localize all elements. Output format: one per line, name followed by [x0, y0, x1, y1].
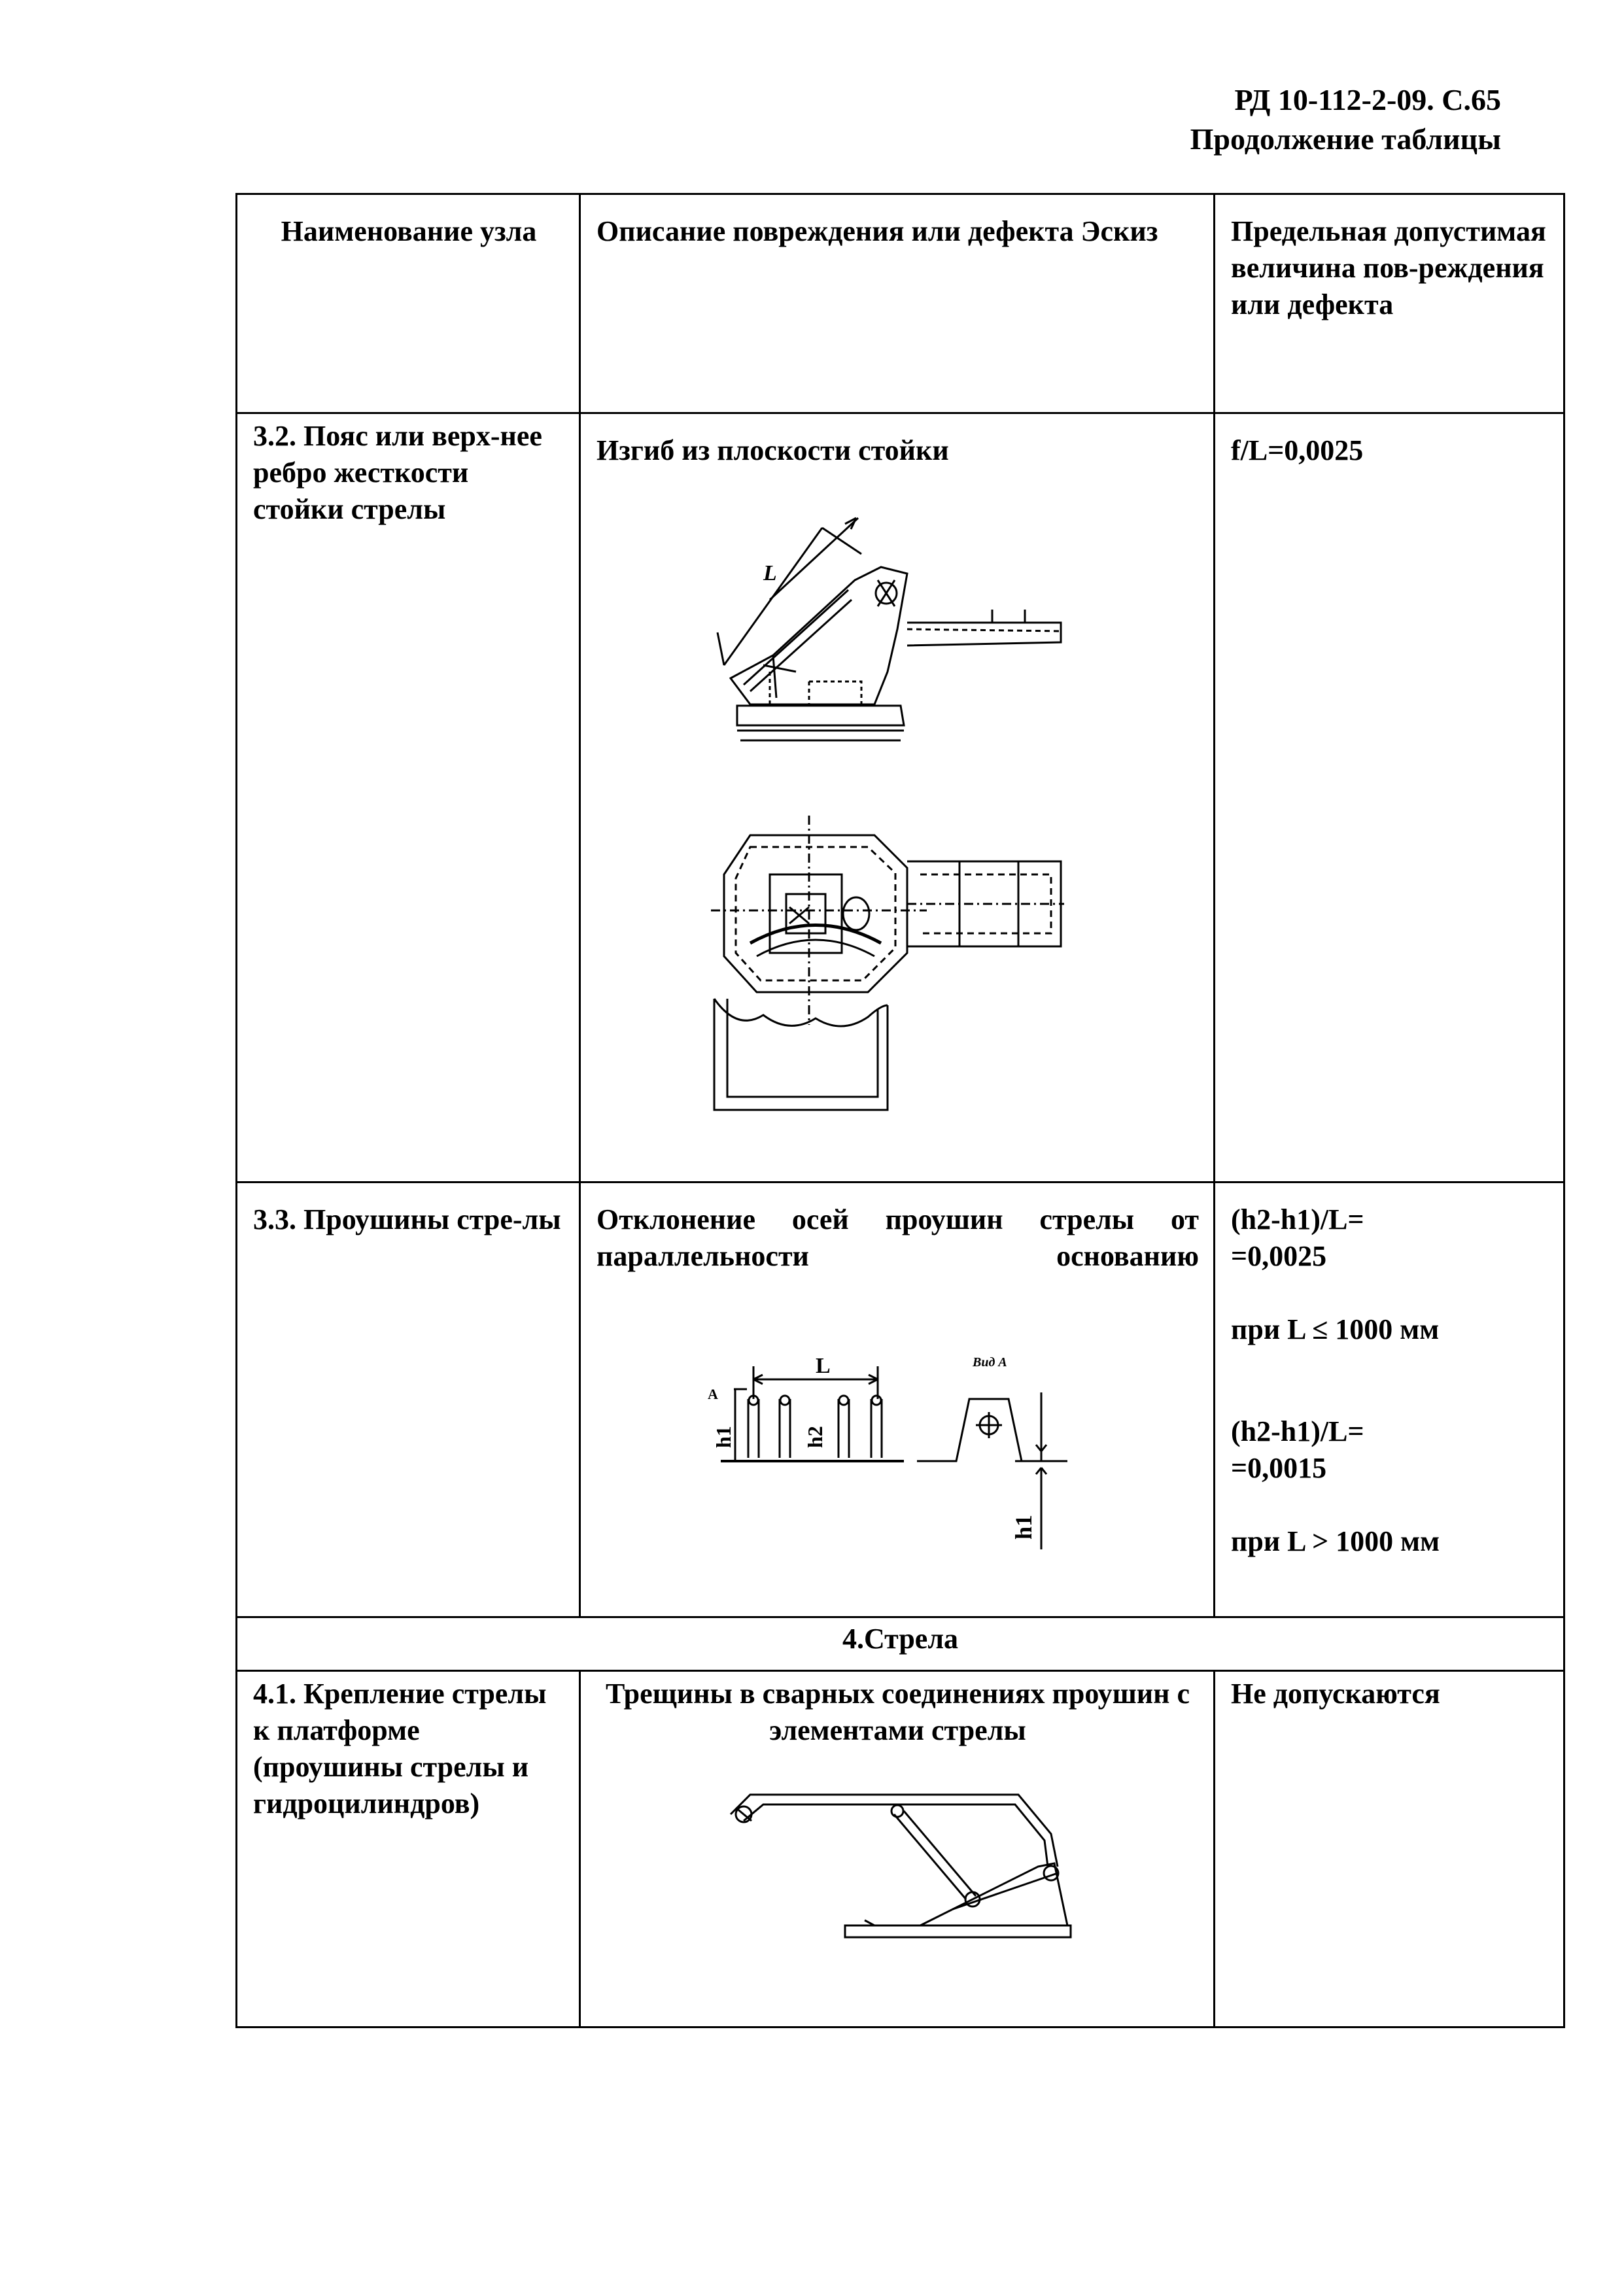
column-header-limit: Предельная допустимая величина пов-реждения или дефекта	[1215, 194, 1564, 413]
defects-table	[235, 193, 1565, 2028]
column-header-description: Описание повреждения или дефекта Эскиз	[580, 194, 1215, 413]
description-cell	[580, 1182, 1215, 1617]
table-continued-label: Продолжение таблицы	[1190, 122, 1501, 156]
node-cell: 3.2. Пояс или верх-нее ребро жесткости стойки стрелы	[237, 413, 580, 1182]
description-text: Трещины в сварных соединениях проушин с элементами стрелы	[605, 1678, 1190, 1746]
description-text: Отклонение осей проушин стрелы от параллельности основанию	[596, 1203, 1199, 1272]
limit-line: при L ≤ 1000 мм	[1231, 1313, 1440, 1345]
boom-eyelets-sketch	[695, 1353, 1107, 1569]
limit-cell: Не допускаются	[1215, 1671, 1564, 2028]
limit-cell: f/L=0,0025	[1215, 413, 1564, 1182]
table-row	[237, 413, 1564, 1182]
document-code: РД 10-112-2-09. С.65	[1234, 83, 1501, 116]
section-row	[237, 1617, 1564, 1671]
boom-mount-sketch	[724, 1775, 1077, 1945]
limit-line: при L > 1000 мм	[1231, 1525, 1440, 1557]
dim-label-h2: h2	[803, 1426, 827, 1448]
dim-label-h1-left: h1	[712, 1426, 735, 1448]
column-header-node: Наименование узла	[237, 194, 580, 413]
description-cell	[580, 413, 1215, 1182]
section-title: 4.Стрела	[237, 1617, 1564, 1671]
dim-label-L: L	[816, 1354, 831, 1378]
table-header-row	[237, 194, 1564, 413]
view-A-label: Вид А	[973, 1355, 1007, 1370]
limit-line: =0,0025	[1231, 1240, 1327, 1272]
limit-line: (h2-h1)/L=	[1231, 1203, 1364, 1235]
description-cell	[580, 1671, 1215, 2028]
table-row	[237, 1182, 1564, 1617]
description-text: Изгиб из плоскости стойки	[596, 434, 949, 466]
limit-cell	[1215, 1182, 1564, 1617]
node-cell: 4.1. Крепление стрелы к платформе (проушины стрелы и гидроцилиндров)	[237, 1671, 580, 2028]
limit-line: (h2-h1)/L=	[1231, 1415, 1364, 1447]
boom-post-plan-sketch	[711, 809, 1077, 1149]
boom-post-side-sketch	[711, 515, 1077, 750]
svg-text:L: L	[763, 561, 777, 585]
node-cell: 3.3. Проушины стре-лы	[237, 1182, 580, 1617]
view-marker-A: А	[708, 1386, 718, 1402]
limit-line: =0,0015	[1231, 1452, 1327, 1484]
dim-label-h1-right: h1	[1011, 1514, 1037, 1540]
table-row	[237, 1671, 1564, 2028]
